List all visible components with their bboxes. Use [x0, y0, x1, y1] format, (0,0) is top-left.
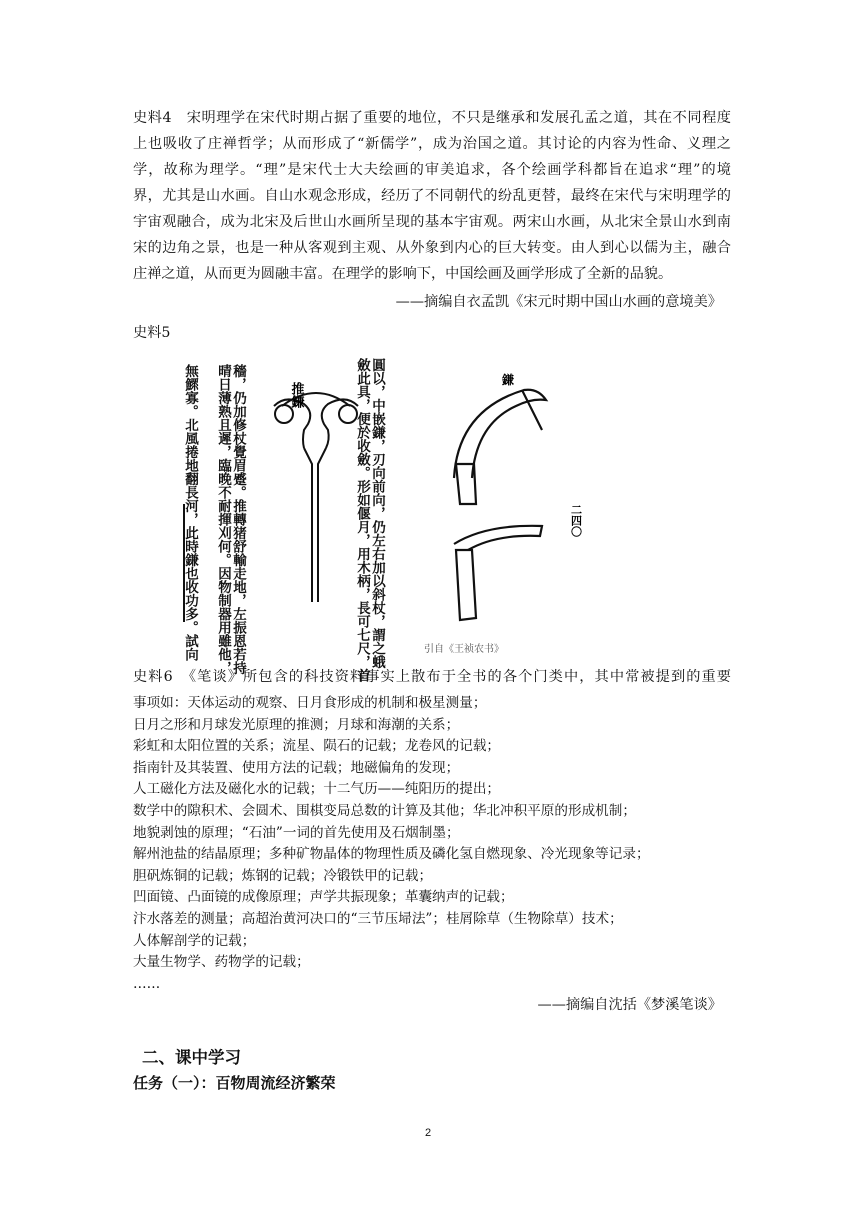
list-item: 地貌剥蚀的原理；“石油”一词的首先使用及石烟制墨；: [133, 824, 460, 841]
source4-line: 上也吸收了庄禅哲学；从而形成了“新儒学”，成为治国之道。其讨论的内容为性命、义理之: [133, 136, 731, 152]
source4-line: 宋的边角之景，也是一种从客观到主观、从外象到内心的巨大转变。由人到心以儒为主，融合: [133, 240, 731, 256]
list-item: 汴水落差的测量；高超治黄河决口的“三节压埽法”；桂屑除草（生物除草）技术；: [133, 910, 623, 927]
push-sickle-drawing: [274, 393, 358, 602]
source6-first-line-wrap: [133, 664, 731, 690]
classical-text-column: 穡，仍加修杖覺眉蹙。推轉猪舒輸走地，左振恩若持: [230, 364, 246, 675]
list-item: 人体解剖学的记载；: [133, 932, 256, 949]
list-item: 指南针及其装置、使用方法的记载；地磁偏角的发现；: [133, 759, 460, 776]
list-item: 凹面镜、凸面镜的成像原理；声学共振现象；革囊纳声的记载；: [133, 889, 514, 906]
classical-text-column: 斂此具，便於收斂。形如偃月，用木柄，長可七尺，首: [354, 358, 370, 682]
page-mark: 二四〇: [569, 504, 583, 537]
list-item: 大量生物学、药物学的记载；: [133, 954, 310, 971]
source4-paragraph: [133, 105, 731, 287]
push-sickle-label: 推鎌: [288, 382, 304, 408]
list-item: 解州池盐的结晶原理；多种矿物晶体的物理性质及磷化氢自燃现象、冷光现象等记录；: [133, 846, 650, 863]
classical-text-column: 晴日薄熟且遲，臨晚不耐揮刈何。因物制器用雖他，: [215, 364, 231, 675]
list-item: 彩虹和太阳位置的关系；流星、陨石的记载；龙卷风的记载；: [133, 738, 501, 755]
source5-label: 史料5: [133, 325, 171, 341]
source4-line: 界，尤其是山水画。自山水观念形成，经历了不同朝代的纷乱更替，最终在宋代与宋明理学的: [133, 188, 731, 204]
sickle-drawing-upper: [454, 390, 546, 504]
source6-citation: ——摘编自沈括《梦溪笔谈》: [537, 997, 722, 1013]
source4-line: 宇宙观融合，成为北宋及后世山水画所呈现的基本宇宙观。两宋山水画，从北宋全景山水到南: [133, 214, 731, 230]
list-item: 胆矾炼铜的记载；炼钢的记载；冷锻铁甲的记载；: [133, 867, 433, 884]
task-heading: 任务（一）：百物周流经济繁荣: [133, 1074, 336, 1092]
source4-line: 庄禅之道，从而更为圆融丰富。在理学的影响下，中国绘画及画学形成了全新的品貌。: [133, 266, 673, 282]
list-item: 数学中的隙积术、会圆术、围棋变局总数的计算及其他；华北冲积平原的形成机制；: [133, 802, 636, 819]
page-number: 2: [425, 1127, 432, 1139]
source4-line: 学，故称为理学。“理”是宋代士大夫绘画的审美追求，各个绘画学科都旨在追求“理”的境: [133, 162, 731, 178]
figure-caption: 引自《王祯农书》: [424, 644, 504, 655]
section-heading: 二、课中学习: [142, 1048, 241, 1067]
list-item: 人工磁化方法及磁化水的记载；十二气历——纯阳历的提出；: [133, 781, 501, 798]
list-item: ……: [133, 975, 161, 992]
list-item: 事项如：天体运动的观察、日月食形成的机制和极星测量；: [133, 695, 487, 711]
source6-first-line: 史料6 《笔谈》所包含的科技资料事实上散布于全书的各个门类中，其中常被提到的重要: [133, 669, 731, 685]
classical-text-column: 無鰥寡。北風捲地翻長河，此時鎌也收功多。試向: [182, 364, 198, 661]
source4-line: 史料4 宋明理学在宋代时期占据了重要的地位，不只是继承和发展孔孟之道，其在不同程度: [133, 110, 731, 126]
classical-text-column: 圓以，中嵌鎌，刃向前向，仍左右加以斜杖，謂之蛾: [369, 358, 385, 669]
source4-citation: ——摘编自衣孟凯《宋元时期中国山水画的意境美》: [395, 294, 722, 310]
source6-list: [133, 693, 733, 995]
sickle-label: 鎌: [502, 373, 515, 387]
sickle-drawing-lower: [454, 526, 542, 620]
list-item: 日月之形和月球发光原理的推测；月球和海潮的关系；: [133, 716, 460, 733]
